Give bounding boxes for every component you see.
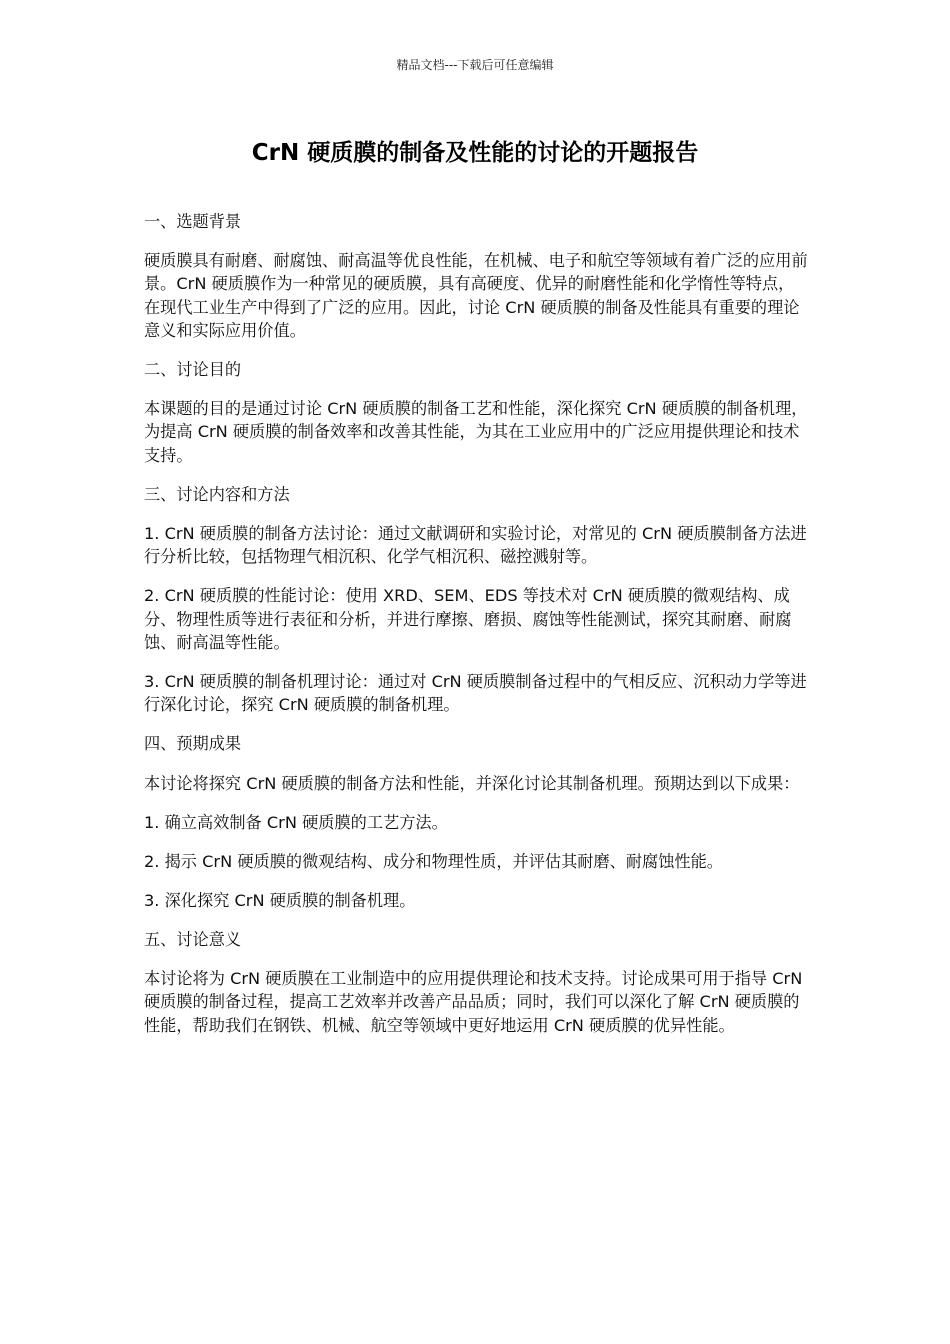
section-heading: 二、讨论目的 (144, 360, 242, 380)
section-heading: 四、预期成果 (144, 734, 242, 754)
section-significance (144, 928, 808, 1037)
section-content-methods (144, 483, 808, 717)
paragraph: 本课题的目的是通过讨论 CrN 硬质膜的制备工艺和性能，深化探究 CrN 硬质膜的制备机理，为提高 CrN 硬质膜的制备效率和改善其性能，为其在工业应用中的广泛应用提供理论和技术支持。 (144, 399, 808, 465)
document-body (144, 210, 808, 1053)
section-expected-results (144, 732, 808, 912)
paragraph: 1. CrN 硬质膜的制备方法讨论：通过文献调研和实验讨论，对常见的 CrN 硬质膜制备方法进行分析比较，包括物理气相沉积、化学气相沉积、磁控溅射等。 (144, 523, 807, 567)
paragraph: 本讨论将探究 CrN 硬质膜的制备方法和性能，并深化讨论其制备机理。预期达到以下成果： (144, 773, 800, 793)
section-heading: 一、选题背景 (144, 212, 242, 231)
paragraph: 硬质膜具有耐磨、耐腐蚀、耐高温等优良性能，在机械、电子和航空等领域有着广泛的应用前景。CrN 硬质膜作为一种常见的硬质膜，具有高硬度、优异的耐磨性能和化学惰性等特点，在现代工业生产中得到了广泛的应用。因此，讨论 CrN 硬质膜的制备及性能具有重要的理论意义和实际应用价值。 (144, 251, 808, 340)
paragraph: 2. CrN 硬质膜的性能讨论：使用 XRD、SEM、EDS 等技术对 CrN 硬质膜的微观结构、成分、物理性质等进行表征和分析，并进行摩擦、磨损、腐蚀等性能测试，探究其耐磨、耐腐蚀、耐高温等性能。 (144, 586, 792, 652)
page-header-watermark: 精品文档---下载后可任意编辑 (396, 58, 554, 72)
section-heading: 三、讨论内容和方法 (144, 484, 290, 504)
paragraph: 3. 深化探究 CrN 硬质膜的制备机理。 (144, 890, 416, 910)
section-background (144, 210, 808, 342)
paragraph: 2. 揭示 CrN 硬质膜的微观结构、成分和物理性质，并评估其耐磨、耐腐蚀性能。 (144, 851, 723, 871)
section-purpose (144, 358, 808, 467)
paragraph: 本讨论将为 CrN 硬质膜在工业制造中的应用提供理论和技术支持。讨论成果可用于指导 CrN 硬质膜的制备过程，提高工艺效率并改善产品品质；同时，我们可以深化了解 CrN 硬质膜的性能，帮助我们在钢铁、机械、航空等领域中更好地运用 CrN 硬质膜的优异性能。 (144, 968, 803, 1035)
paragraph: 3. CrN 硬质膜的制备机理讨论：通过对 CrN 硬质膜制备过程中的气相反应、沉积动力学等进行深化讨论，探究 CrN 硬质膜的制备机理。 (144, 672, 807, 715)
document-title: CrN 硬质膜的制备及性能的讨论的开题报告 (251, 140, 699, 166)
section-heading: 五、讨论意义 (144, 929, 242, 949)
paragraph: 1. 确立高效制备 CrN 硬质膜的工艺方法。 (144, 812, 448, 832)
